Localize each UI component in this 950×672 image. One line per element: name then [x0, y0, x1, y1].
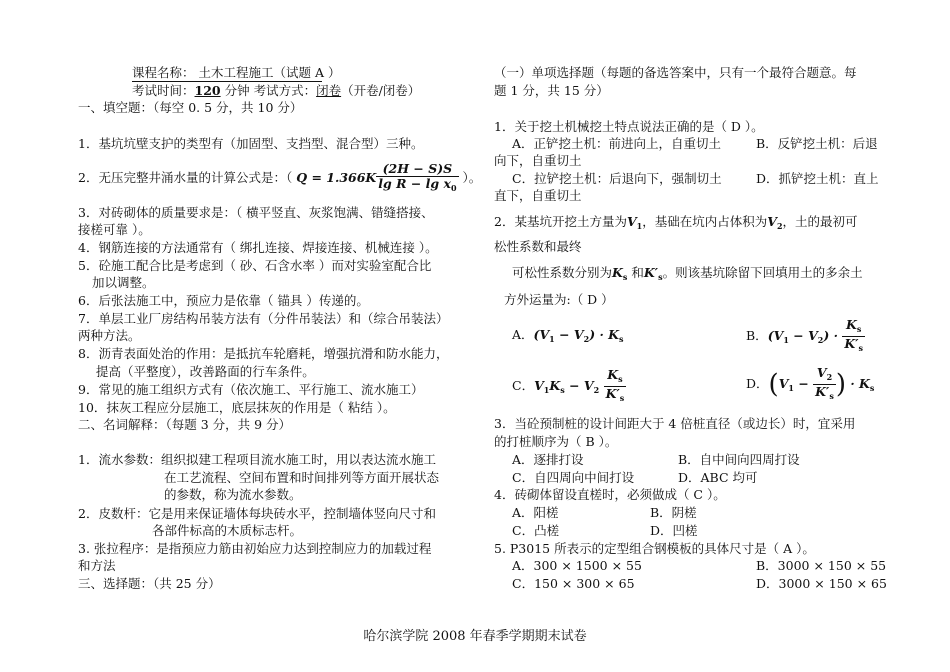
- c1-question: 1．关于挖土机械挖土特点说法正确的是（ D ）。: [494, 119, 764, 134]
- c4-option-c: C．凸槎: [512, 523, 560, 538]
- q3-line1: 3．对砖砌体的质量要求是：（ 横平竖直、灰浆饱满、错缝搭接、: [78, 205, 434, 220]
- c2-text-b: ，基础在坑内占体积为: [642, 214, 768, 229]
- c2-ks: $K_s$: [612, 265, 628, 282]
- c2-v1: $V_1$: [626, 214, 643, 231]
- c1-option-b: B．反铲挖土机：后退: [756, 136, 878, 151]
- mode-value: 闭卷: [316, 83, 342, 98]
- q8-line1: 8．沥青表面处治的作用：是抵抗车轮磨耗，增强抗滑和防水能力，: [78, 346, 449, 361]
- q2: [78, 162, 481, 195]
- c1-option-c: C．拉铲挖土机：后退向下，强制切土: [512, 171, 722, 186]
- c2-v2: $V_2$: [767, 214, 783, 231]
- sub-title-line1: （一）单项选择题（每题的备选答案中，只有一个最符合题意。每: [494, 65, 857, 80]
- c2-opt-d-label: D．: [746, 376, 769, 391]
- time-label: 考试时间：: [132, 83, 195, 98]
- c2-opt-c-label: C．: [512, 378, 535, 393]
- q6: 6．后张法施工中，预应力是依靠（ 锚具 ）传递的。: [78, 293, 369, 308]
- c2-option-a: [512, 326, 624, 348]
- c2-opt-a-formula: $(V_1 - V_2) \cdot K_s$: [533, 327, 624, 344]
- c1-option-b-cont: 向下，自重切土: [494, 153, 582, 168]
- c4-option-b: B．阴槎: [650, 505, 697, 520]
- time-value: 120: [194, 83, 221, 98]
- c4-option-d: D．凹槎: [650, 523, 698, 538]
- c2-question-line3: [512, 264, 863, 286]
- c2-text-a: 2．某基坑开挖土方量为: [494, 214, 627, 229]
- q2-den-text: lg R − lg x: [378, 176, 451, 191]
- c3-line2: 的打桩顺序为（ B ）。: [494, 434, 618, 449]
- q2-denominator: [376, 177, 458, 195]
- d3-line1: 3. 张拉程序：是指预应力筋由初始应力达到控制应力的加载过程: [78, 541, 432, 556]
- section2-title: 二、名词解释：（每题 3 分，共 9 分）: [78, 417, 292, 432]
- q4: 4．钢筋连接的方法通常有（ 绑扎连接、焊接连接、机械连接 ）。: [78, 240, 438, 255]
- d1-line2: 在工艺流程、空间布置和时间排列等方面开展状态: [164, 470, 440, 485]
- d1-line3: 的参数，称为流水参数。: [164, 487, 302, 502]
- q2-prefix: 2．无压完整井涌水量的计算公式是：（: [78, 170, 293, 185]
- d2-line1: 2．皮数杆：它是用来保证墙体每块砖水平，控制墙体竖向尺寸和: [78, 506, 436, 521]
- c2-question-line1: [494, 213, 858, 235]
- q2-numerator: (2H − S)S: [376, 162, 458, 177]
- c2-opt-c-formula: $V_1K_s - V_2$ $\frac{K_s}{K'_s}$: [534, 367, 625, 403]
- q7-line1: 7．单层工业厂房结构吊装方法有（分件吊装法）和（综合吊装法）: [78, 311, 449, 326]
- c2-opt-b-label: B．: [746, 328, 768, 343]
- c2-text-c: ，土的最初可: [782, 214, 858, 229]
- c2-text-g: 。则该基坑除留下回填用土的多余土: [662, 265, 863, 280]
- c5-option-a: A．300 × 1500 × 55: [512, 558, 642, 573]
- c3-option-b: B．自中间向四周打设: [678, 452, 800, 467]
- q2-den-sub: 0: [450, 183, 457, 193]
- q2-suffix: ）。: [462, 170, 482, 185]
- c2-text-e: 可松性系数分别为: [512, 265, 613, 280]
- c3-option-d: D．ABC 均可: [678, 470, 758, 485]
- d2-line2: 各部件标高的木质标志杆。: [152, 523, 303, 538]
- q7-line2: 两种方法。: [78, 328, 141, 343]
- q2-formula-left: Q = 1.366K: [296, 170, 377, 185]
- d3-line2: 和方法: [78, 558, 116, 573]
- c2-opt-b-formula: $(V_1 - V_2)$ · $\frac{K_s}{K'_s}$: [767, 317, 864, 353]
- c2-opt-d-formula: ($V_1$ − $\frac{V_2}{K'_s}$ ) · $K_s$: [768, 365, 875, 401]
- c4-question: 4．砖砌体留设直槎时，必须做成（ C ）。: [494, 487, 726, 502]
- q9: 9．常见的施工组织方式有（依次施工、平行施工、流水施工）: [78, 382, 424, 397]
- mode-note: （开卷/闭卷）: [341, 83, 421, 98]
- course-name: [132, 64, 340, 81]
- c1-option-d-cont: 直下，自重切土: [494, 188, 582, 203]
- c2-opt-a-label: A．: [512, 327, 534, 342]
- course-label: 课程名称： 土木工程施工（试题 A ）: [132, 65, 341, 80]
- page-footer: 哈尔滨学院 2008 年春季学期期末试卷: [363, 629, 587, 644]
- c3-option-a: A．逐排打设: [512, 452, 584, 467]
- q8-line2: 提高（平整度），改善路面的行车条件。: [96, 364, 315, 379]
- c2-option-c: [512, 368, 626, 405]
- c1-option-a: A．正铲挖土机：前进向上，自重切土: [512, 136, 722, 151]
- c2-question-line2: 松性系数和最终: [494, 239, 582, 254]
- q3-line2: 接槎可靠 ）。: [78, 222, 151, 237]
- c3-line1: 3．当砼预制桩的设计间距大于 4 倍桩直径（或边长）时，宜采用: [494, 416, 856, 431]
- q5-line1: 5．砼施工配合比是考虑到（ 砂、石含水率 ）而对实验室配合比: [78, 258, 432, 273]
- c4-option-a: A．阳槎: [512, 505, 559, 520]
- c2-option-d: [746, 366, 874, 403]
- q10: 10．抹灰工程应分层施工，底层抹灰的作用是（ 粘结 ）。: [78, 400, 396, 415]
- section1-title: 一、填空题：（每空 0. 5 分，共 10 分）: [78, 100, 303, 115]
- c1-option-d: D．抓铲挖土机：直上: [756, 171, 879, 186]
- exam-info: [132, 82, 420, 99]
- c2-text-f: 和: [631, 265, 644, 280]
- c2-question-line4: 方外运量为:（ D ）: [504, 292, 614, 307]
- q2-fraction: [376, 162, 458, 195]
- c5-question: 5. P3015 所表示的定型组合钢模板的具体尺寸是（ A ）。: [494, 541, 815, 556]
- c3-option-c: C．自四周向中间打设: [512, 470, 635, 485]
- c2-option-b: [746, 318, 865, 355]
- q5-line2: 加以调整。: [92, 275, 155, 290]
- c5-option-c: C．150 × 300 × 65: [512, 576, 635, 591]
- section3-title: 三、选择题：（共 25 分）: [78, 576, 221, 591]
- c5-option-d: D．3000 × 150 × 65: [756, 576, 887, 591]
- mode-label: 分钟 考试方式：: [224, 83, 317, 98]
- d1-line1: 1．流水参数：组织拟建工程项目流水施工时，用以表达流水施工: [78, 452, 436, 467]
- sub-title-line2: 题 1 分，共 15 分）: [494, 83, 609, 98]
- c2-ks-prime: $K'_s$: [643, 265, 663, 282]
- c5-option-b: B．3000 × 150 × 55: [756, 558, 887, 573]
- q1: 1．基坑坑壁支护的类型有（加固型、支挡型、混合型）三种。: [78, 136, 424, 151]
